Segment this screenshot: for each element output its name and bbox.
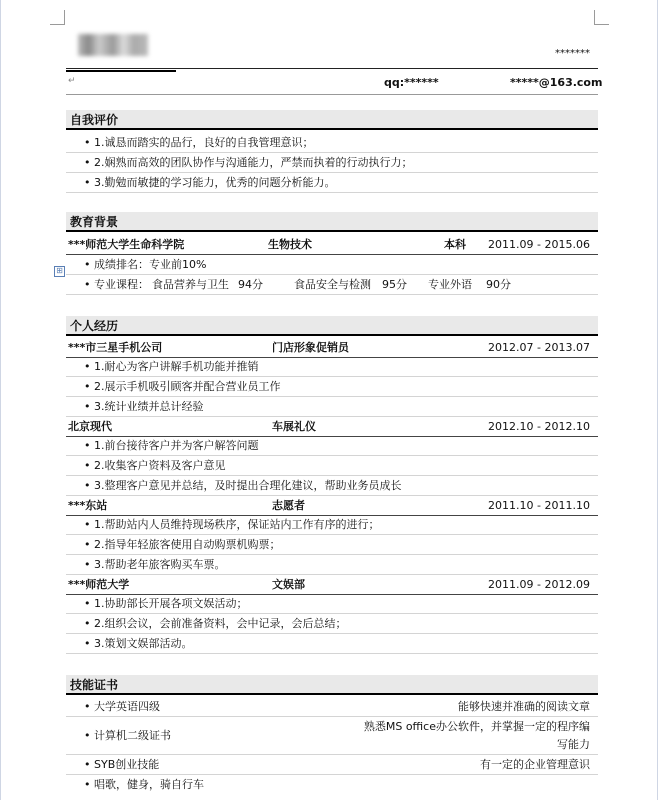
list-item <box>66 477 598 496</box>
bullet: • <box>84 278 91 291</box>
education-date: 2011.09 - 2015.06 <box>488 238 590 251</box>
major: 生物技术 <box>268 238 312 251</box>
list-item <box>66 358 598 377</box>
table-move-handle-icon[interactable]: ⊞ <box>54 266 65 277</box>
bullet: • <box>84 597 91 610</box>
bullet: • <box>84 538 91 551</box>
job-org: ***师范大学 <box>68 578 130 591</box>
job-header-row <box>66 576 598 595</box>
list-item-text: 1.诚恳而踏实的品行，良好的自我管理意识； <box>94 136 314 149</box>
bullet: • <box>84 360 91 373</box>
header-rule <box>66 68 598 69</box>
section-title-education: 教育背景 <box>66 212 598 232</box>
crop-mark-top-left <box>50 10 65 25</box>
list-item <box>66 536 598 555</box>
course-name: 专业外语 <box>428 278 472 291</box>
bullet: • <box>84 558 91 571</box>
list-item-text: 1.帮助站内人员维持现场秩序，保证站内工作有序的进行； <box>94 518 380 531</box>
crop-mark-top-right <box>594 10 609 25</box>
bullet: • <box>84 637 91 650</box>
list-item <box>66 256 598 275</box>
list-item <box>66 457 598 476</box>
course-score: 95分 <box>382 278 407 291</box>
list-item <box>66 378 598 397</box>
rank-text: 成绩排名：专业前10% <box>94 258 207 271</box>
list-item <box>66 174 598 193</box>
masked-info: ******* <box>555 48 590 59</box>
contact-rule <box>66 94 598 95</box>
skill-name: 大学英语四级 <box>94 700 160 713</box>
list-item-text: 3.策划文娱部活动。 <box>94 637 193 650</box>
list-item-text: 2.组织会议，会前准备资料，会中记录，会后总结； <box>94 617 347 630</box>
bullet: • <box>84 459 91 472</box>
list-item-text: 3.帮助老年旅客购买车票。 <box>94 558 226 571</box>
bullet: • <box>84 380 91 393</box>
job-header-row <box>66 497 598 516</box>
list-item <box>66 635 598 654</box>
course-name: 食品营养与卫生 <box>152 278 229 291</box>
job-date: 2011.10 - 2011.10 <box>488 499 590 512</box>
bullet: • <box>84 400 91 413</box>
course-score: 94分 <box>238 278 263 291</box>
bullet: • <box>84 439 91 452</box>
bullet: • <box>84 729 91 742</box>
course-score: 90分 <box>486 278 511 291</box>
list-item <box>66 154 598 173</box>
job-role: 门店形象促销员 <box>272 341 349 354</box>
bullet: • <box>84 479 91 492</box>
qq-contact: qq:****** <box>384 76 439 89</box>
list-item <box>66 398 598 417</box>
header-rule-accent <box>66 70 176 72</box>
list-item-text: 3.统计业绩并总计经验 <box>94 400 204 413</box>
job-date: 2011.09 - 2012.09 <box>488 578 590 591</box>
list-item-text: 2.娴熟而高效的团队协作与沟通能力，严禁而执着的行动执行力； <box>94 156 413 169</box>
email-contact: *****@163.com <box>510 76 603 89</box>
blurred-name <box>78 34 148 56</box>
job-org: ***市三星手机公司 <box>68 341 163 354</box>
bullet: • <box>84 778 91 791</box>
school-name: ***师范大学生命科学院 <box>68 238 185 251</box>
skill-row <box>66 718 598 755</box>
list-item <box>66 615 598 634</box>
skill-desc: 写能力 <box>557 738 590 751</box>
bullet: • <box>84 258 91 271</box>
skill-desc: 能够快速并准确的阅读文章 <box>458 700 590 713</box>
bullet: • <box>84 156 91 169</box>
list-item-text: 1.前台接待客户并为客户解答问题 <box>94 439 259 452</box>
job-date: 2012.07 - 2013.07 <box>488 341 590 354</box>
list-item-text: 3.勤勉而敏捷的学习能力，优秀的问题分析能力。 <box>94 176 336 189</box>
list-item <box>66 595 598 614</box>
bullet: • <box>84 176 91 189</box>
skill-row <box>66 756 598 775</box>
courses-label: 专业课程： <box>94 278 149 291</box>
section-title-self-eval: 自我评价 <box>66 110 598 130</box>
section-title-skills: 技能证书 <box>66 675 598 695</box>
courses-row <box>66 276 598 295</box>
degree: 本科 <box>444 238 466 251</box>
skill-name: 唱歌，健身，骑自行车 <box>94 778 204 791</box>
job-header-row <box>66 339 598 358</box>
skill-name: SYB创业技能 <box>94 758 160 771</box>
paragraph-mark: ↵ <box>68 76 76 86</box>
section-title-experience: 个人经历 <box>66 316 598 336</box>
list-item-text: 2.展示手机吸引顾客并配合营业员工作 <box>94 380 281 393</box>
bullet: • <box>84 518 91 531</box>
list-item <box>66 556 598 575</box>
bullet: • <box>84 758 91 771</box>
list-item <box>66 134 598 153</box>
list-item-text: 1.耐心为客户讲解手机功能并推销 <box>94 360 259 373</box>
job-org: ***东站 <box>68 499 108 512</box>
job-date: 2012.10 - 2012.10 <box>488 420 590 433</box>
skill-row <box>66 776 598 794</box>
list-item <box>66 437 598 456</box>
skill-name: 计算机二级证书 <box>94 729 171 742</box>
job-role: 车展礼仪 <box>272 420 316 433</box>
job-role: 志愿者 <box>272 499 305 512</box>
job-role: 文娱部 <box>272 578 305 591</box>
list-item-text: 3.整理客户意见并总结，及时提出合理化建议，帮助业务员成长 <box>94 479 402 492</box>
job-org: 北京现代 <box>68 420 112 433</box>
education-header-row <box>66 236 598 255</box>
course-name: 食品安全与检测 <box>294 278 371 291</box>
skill-desc: 熟悉MS office办公软件，并掌握一定的程序编 <box>363 720 590 733</box>
bullet: • <box>84 136 91 149</box>
skill-row <box>66 698 598 717</box>
list-item-text: 2.收集客户资料及客户意见 <box>94 459 226 472</box>
bullet: • <box>84 617 91 630</box>
bullet: • <box>84 700 91 713</box>
skill-desc: 有一定的企业管理意识 <box>480 758 590 771</box>
list-item <box>66 516 598 535</box>
list-item-text: 2.指导年轻旅客使用自动购票机购票； <box>94 538 281 551</box>
list-item-text: 1.协助部长开展各项文娱活动； <box>94 597 248 610</box>
job-header-row <box>66 418 598 437</box>
